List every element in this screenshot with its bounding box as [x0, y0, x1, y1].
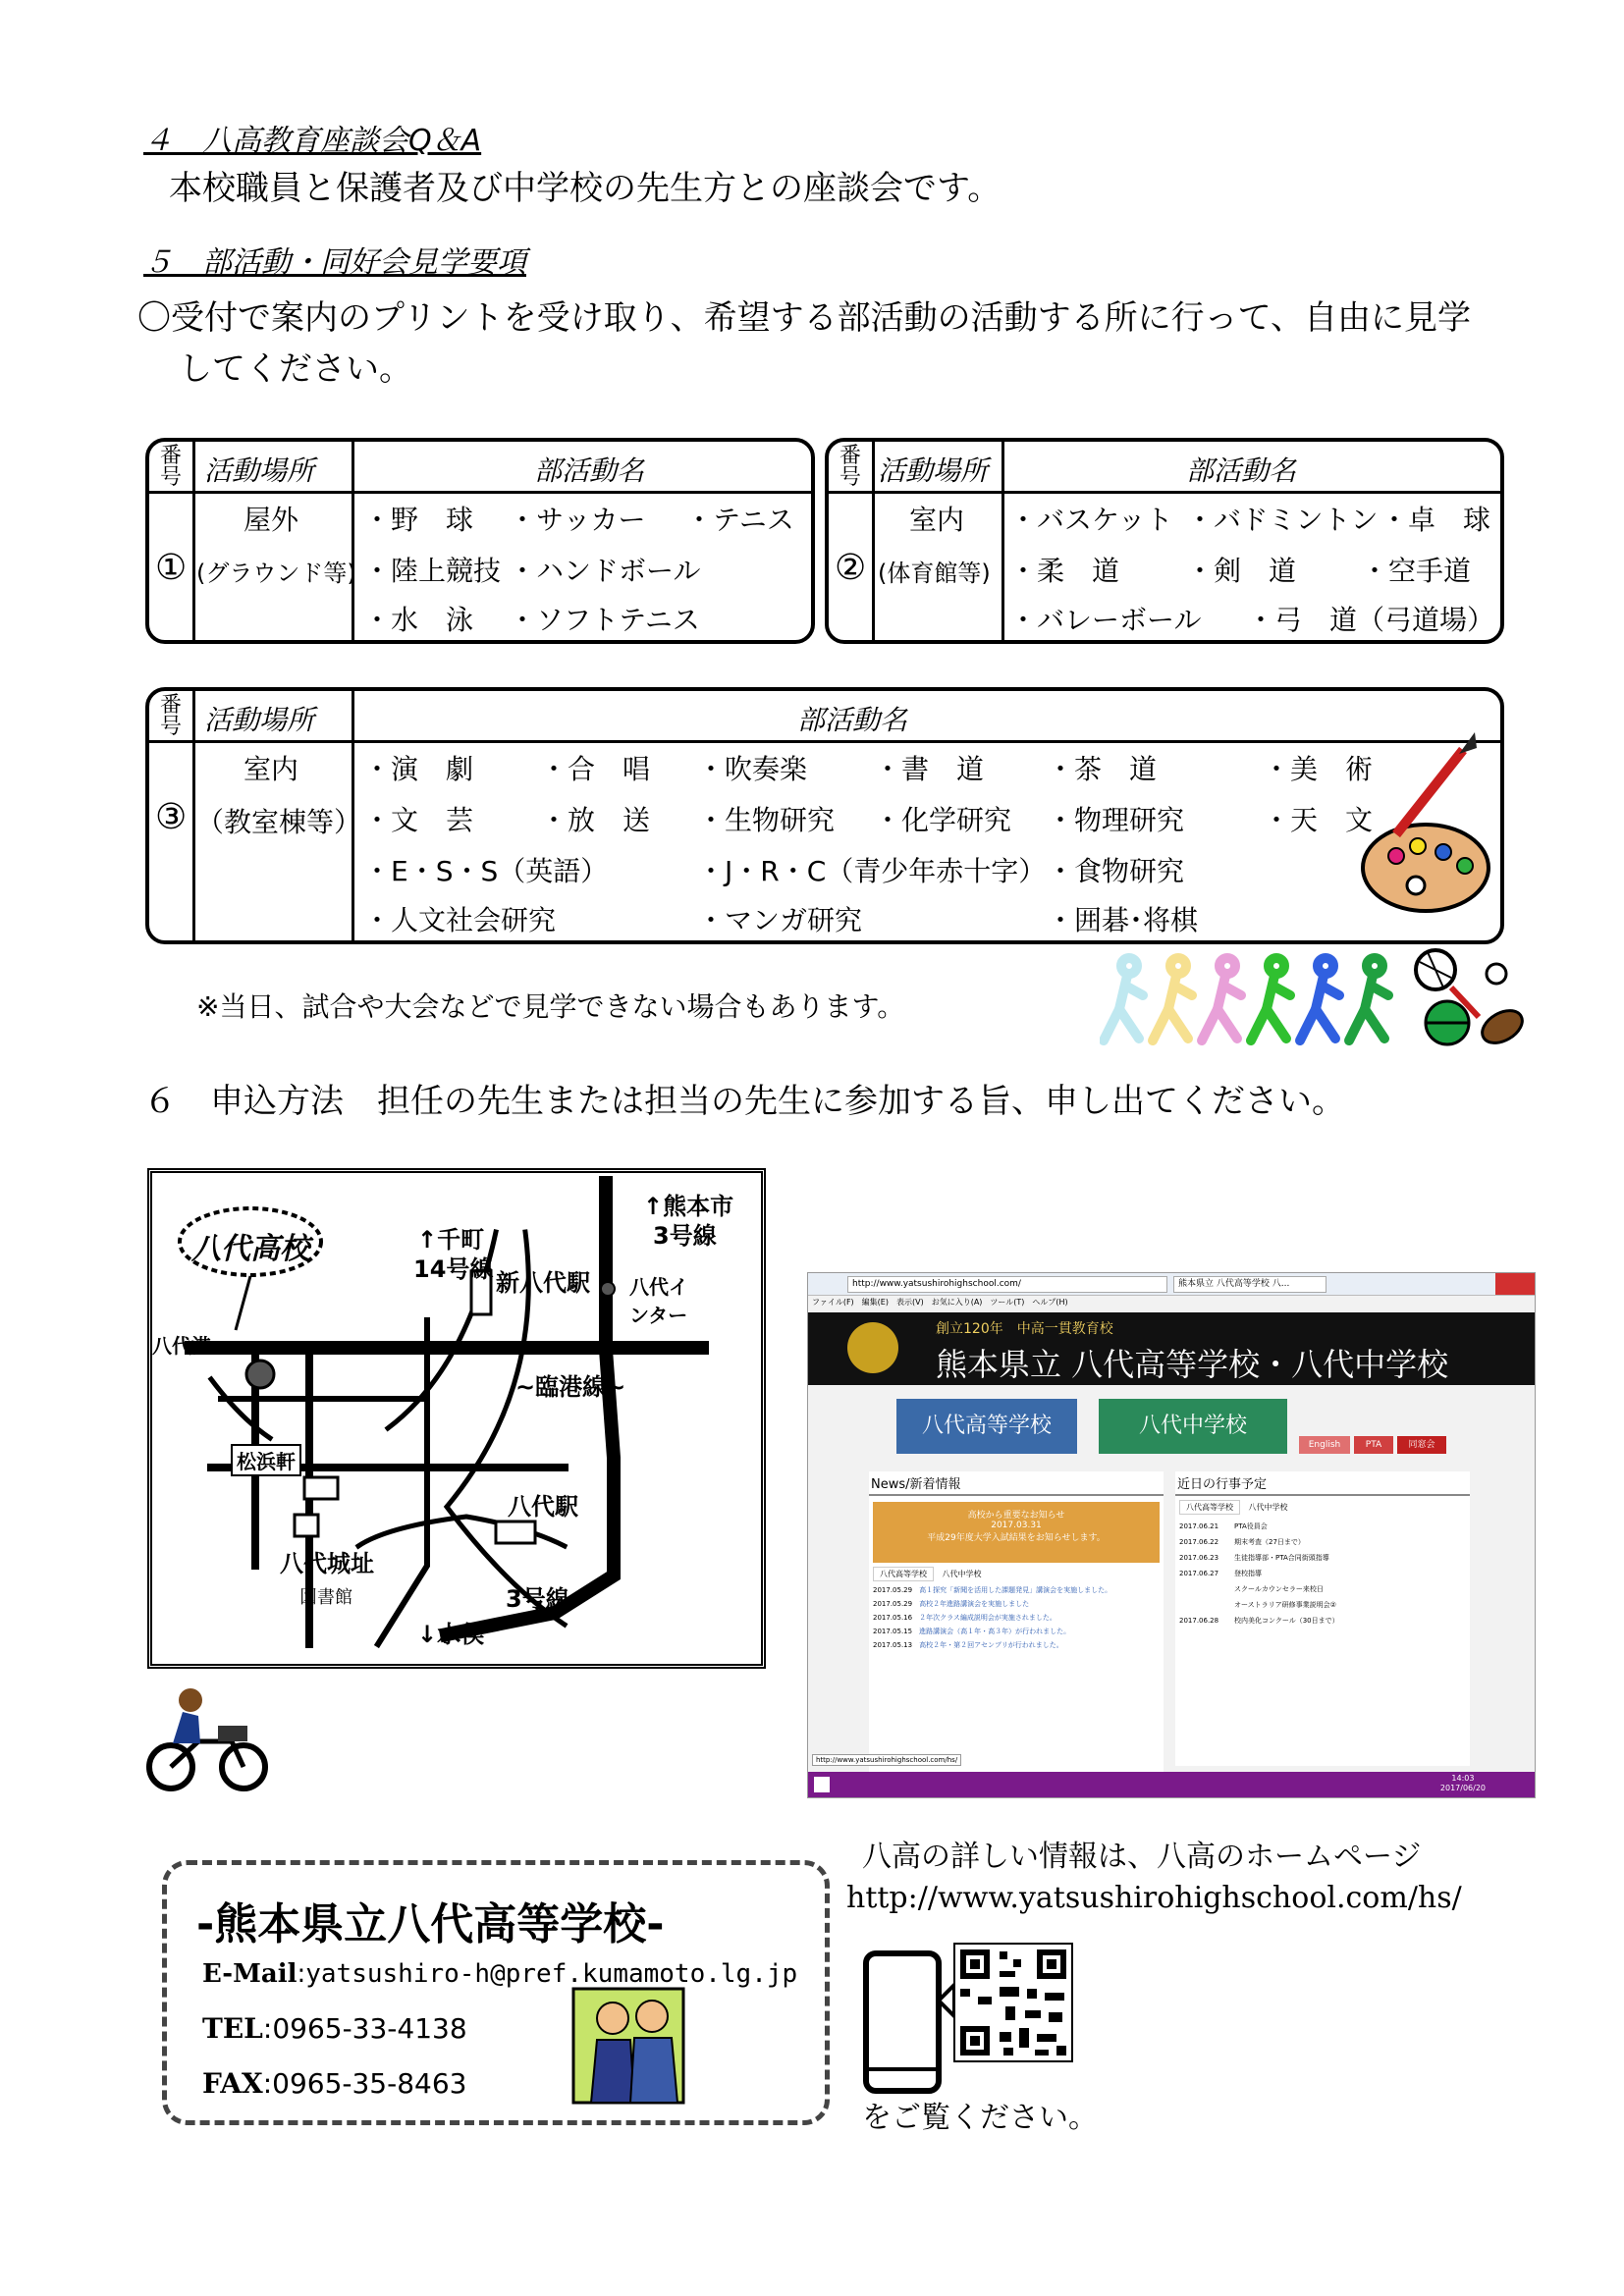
map-label-minamata: ↓水俣	[417, 1621, 485, 1648]
col-place-header: 活動場所	[204, 704, 315, 736]
site-banner	[808, 1312, 1535, 1385]
club-cell: ・生物研究	[697, 804, 836, 836]
section6-text: ６ 申込方法 担任の先生または担当の先生に参加する旨、申し出てください。	[143, 1082, 1345, 1121]
col-clubs-header: 部活動名	[534, 454, 645, 487]
event-item: 2017.06.28 校内美化コンクール（30日まで）	[1179, 1617, 1339, 1625]
club-cell: ・食物研究	[1047, 855, 1185, 887]
pta-link[interactable]: PTA	[1354, 1436, 1393, 1454]
bicycle-rider-icon	[143, 1686, 271, 1794]
section4-body: 本校職員と保護者及び中学校の先生方との座談会です。	[169, 169, 1001, 208]
section5-heading: ５ 部活動・同好会見学要項	[143, 245, 526, 280]
col-place-header: 活動場所	[204, 454, 315, 487]
map-label-port: 八代港	[152, 1334, 211, 1358]
activity-place: 室内	[244, 753, 299, 785]
club-cell: ・囲碁･将棋	[1047, 904, 1199, 936]
close-icon[interactable]	[1495, 1273, 1535, 1295]
tel-number: 0965-33-4138	[272, 2012, 467, 2045]
events-tab[interactable]: 八代高等学校	[1179, 1500, 1240, 1515]
club-cell: ・物理研究	[1047, 804, 1185, 836]
fax-number: 0965-35-8463	[272, 2067, 467, 2100]
website-screenshot	[807, 1272, 1536, 1798]
fax-label: FAX	[202, 2067, 263, 2100]
col-clubs-header: 部活動名	[797, 704, 908, 736]
note-text: ※当日、試合や大会などで見学できない場合もあります。	[196, 990, 905, 1023]
club-cell: ・美 術	[1263, 753, 1374, 785]
map-label-castle: 八代城址	[280, 1550, 374, 1577]
english-link[interactable]: English	[1299, 1436, 1350, 1454]
event-item: オーストラリア研修事業説明会②	[1234, 1601, 1336, 1609]
banner-small: 創立120年 中高一貫教育校	[936, 1321, 1113, 1337]
notice-line: 高校から重要なお知らせ	[967, 1511, 1065, 1521]
map-label-yatsushiro-ic: 八代インター	[629, 1275, 688, 1327]
club-cell: ・柔 道	[1009, 555, 1120, 587]
news-item: 2017.05.13 高校２年・第２回アセンブリが行われました。	[873, 1641, 1063, 1649]
map-label-library: 図書館	[299, 1587, 352, 1608]
map-label-chimachi: ↑千町	[417, 1226, 485, 1254]
map-label-route3-top: 3号線	[653, 1222, 717, 1250]
club-cell: ・茶 道	[1047, 753, 1158, 785]
table-number: ①	[155, 548, 188, 588]
homepage-url[interactable]: http://www.yatsushirohighschool.com/hs/	[846, 1881, 1462, 1915]
address-bar[interactable]: http://www.yatsushirohighschool.com/	[847, 1276, 1167, 1293]
club-cell: ・演 劇	[363, 753, 474, 785]
map-label-shin-yatsushiro: 新八代駅	[496, 1269, 590, 1297]
events-panel	[1175, 1471, 1470, 1766]
news-item: 2017.05.29 高１探究「新聞を活用した課題発見」講演会を実施しました。	[873, 1586, 1112, 1594]
access-map	[147, 1168, 766, 1669]
club-cell: ・放 送	[540, 804, 651, 836]
club-cell: ・野 球	[363, 504, 474, 536]
event-item: 2017.06.21 PTA役員会	[1179, 1522, 1268, 1530]
club-cell: ・吹奏楽	[697, 753, 808, 785]
events-title: 近日の行事予定	[1175, 1471, 1470, 1496]
school-crest-icon	[847, 1322, 898, 1373]
map-label-route14: 14号線	[413, 1255, 494, 1283]
club-cell: ・水 泳	[363, 604, 474, 636]
map-label-kumamoto: ↑熊本市	[643, 1193, 734, 1220]
section5-body-line2: してください。	[179, 349, 412, 389]
event-item: 2017.06.27 登校指導	[1179, 1570, 1262, 1577]
taskbar	[808, 1772, 1535, 1797]
news-item: 2017.05.16 ２年次クラス編成説明会が実施されました。	[873, 1614, 1056, 1622]
club-cell: ・マンガ研究	[697, 904, 863, 936]
club-cell: ・ハンドボール	[509, 555, 701, 587]
status-url: http://www.yatsushirohighschool.com/hs/	[812, 1754, 961, 1766]
students-icon	[569, 1979, 687, 2107]
news-tab[interactable]: 八代高等学校	[873, 1567, 934, 1581]
section4-heading: ４ 八高教育座談会Q＆A	[143, 124, 482, 158]
map-label-matsuhama: 松浜軒	[231, 1444, 301, 1476]
club-cell: ・テニス	[685, 504, 794, 536]
col-number-header: 番号	[159, 444, 182, 490]
col-number-header: 番号	[159, 693, 182, 739]
club-cell: ・陸上競技	[363, 555, 502, 587]
alumni-link[interactable]: 同窓会	[1397, 1436, 1446, 1454]
club-cell: ・弓 道（弓道場）	[1247, 604, 1495, 636]
school-name: -熊本県立八代高等学校-	[196, 1899, 665, 1949]
runners-icon	[1100, 952, 1394, 1050]
map-school-label: 八代高校	[191, 1232, 309, 1266]
col-number-header: 番号	[839, 444, 861, 490]
club-cell: ・天 文	[1263, 804, 1374, 836]
browser-tab[interactable]: 熊本県立 八代高等学校 八...	[1173, 1276, 1326, 1293]
news-panel	[869, 1471, 1164, 1786]
sports-balls-icon	[1410, 944, 1528, 1052]
junior-high-button[interactable]: 八代中学校	[1099, 1399, 1287, 1454]
club-cell: ・E・S・S（英語）	[363, 855, 609, 887]
club-cell: ・剣 道	[1186, 555, 1297, 587]
news-item: 2017.05.29 高校２年進路講演会を実施しました	[873, 1600, 1030, 1608]
section5-body-line1: 〇受付で案内のプリントを受け取り、希望する部活動の活動する所に行って、自由に見学	[137, 298, 1471, 338]
menu-bar[interactable]: ファイル(F) 編集(E) 表示(V) お気に入り(A) ツール(T) ヘルプ(H)	[812, 1298, 1068, 1307]
event-item: スクールカウンセラー来校日	[1234, 1585, 1324, 1593]
activity-place-sub: (グラウンド等)	[196, 560, 356, 587]
club-cell: ・空手道	[1361, 555, 1472, 587]
map-label-rinko: ~臨港線~	[515, 1373, 626, 1401]
news-tab[interactable]: 八代中学校	[942, 1570, 982, 1578]
club-cell: ・人文社会研究	[363, 904, 557, 936]
activity-table-3	[145, 687, 1504, 944]
club-cell: ・バスケット	[1009, 504, 1173, 536]
club-cell: ・書 道	[874, 753, 985, 785]
notice-line[interactable]: 平成29年度大学入試結果をお知らせします。	[927, 1533, 1106, 1543]
club-cell: ・化学研究	[874, 804, 1012, 836]
news-title: News/新着情報	[869, 1471, 1164, 1496]
activity-place-sub: (体育館等)	[878, 560, 991, 587]
homepage-outro: をご覧ください。	[862, 2101, 1098, 2135]
windows-start-icon[interactable]	[814, 1777, 830, 1792]
paint-palette-icon	[1357, 728, 1494, 925]
events-tab[interactable]: 八代中学校	[1248, 1503, 1288, 1512]
club-cell: ・文 芸	[363, 804, 474, 836]
col-clubs-header: 部活動名	[1186, 454, 1297, 487]
activity-place-sub: （教室棟等）	[196, 806, 362, 838]
email-label: E-Mail	[202, 1959, 298, 1989]
email-address[interactable]: yatsushiro-h@pref.kumamoto.lg.jp	[305, 1959, 798, 1989]
tel-label: TEL	[202, 2012, 263, 2045]
table-number: ②	[835, 548, 867, 588]
club-cell: ・卓 球	[1380, 504, 1491, 536]
table-number: ③	[155, 797, 188, 837]
notice-line: 2017.03.31	[991, 1521, 1042, 1530]
club-cell: ・ソフトテニス	[509, 604, 700, 636]
activity-place: 屋外	[244, 504, 299, 536]
event-item: 2017.06.23 生徒指導部・PTA合同街頭指導	[1179, 1554, 1329, 1562]
map-label-station: 八代駅	[508, 1493, 578, 1521]
taskbar-clock: 14:03 2017/06/20	[1439, 1774, 1486, 1792]
club-cell: ・バドミントン	[1186, 504, 1379, 536]
activity-table-1	[145, 438, 815, 644]
banner-title: 熊本県立 八代高等学校・八代中学校	[936, 1346, 1449, 1383]
activity-table-2	[825, 438, 1504, 644]
club-cell: ・合 唱	[540, 753, 651, 785]
homepage-intro: 八高の詳しい情報は、八高のホームページ	[862, 1840, 1422, 1874]
map-label-route3-bottom: 3号線	[506, 1585, 569, 1613]
school-contact-box: -熊本県立八代高等学校- E-Mail:yatsushiro-h@pref.kumamoto.lg.jp TEL:0965-33-4138 FAX:0965-35-8463	[162, 1860, 830, 2125]
col-place-header: 活動場所	[878, 454, 989, 487]
club-cell: ・バレーボール	[1009, 604, 1202, 636]
event-item: 2017.06.22 期末考査（27日まで）	[1179, 1538, 1305, 1546]
activity-place: 室内	[909, 504, 965, 536]
news-item: 2017.05.15 進路講演会（高１年・高３年）が行われました。	[873, 1628, 1071, 1635]
club-cell: ・サッカー	[509, 504, 646, 536]
high-school-button[interactable]: 八代高等学校	[896, 1399, 1077, 1454]
club-cell: ・J・R・C（青少年赤十字）	[697, 855, 1047, 887]
